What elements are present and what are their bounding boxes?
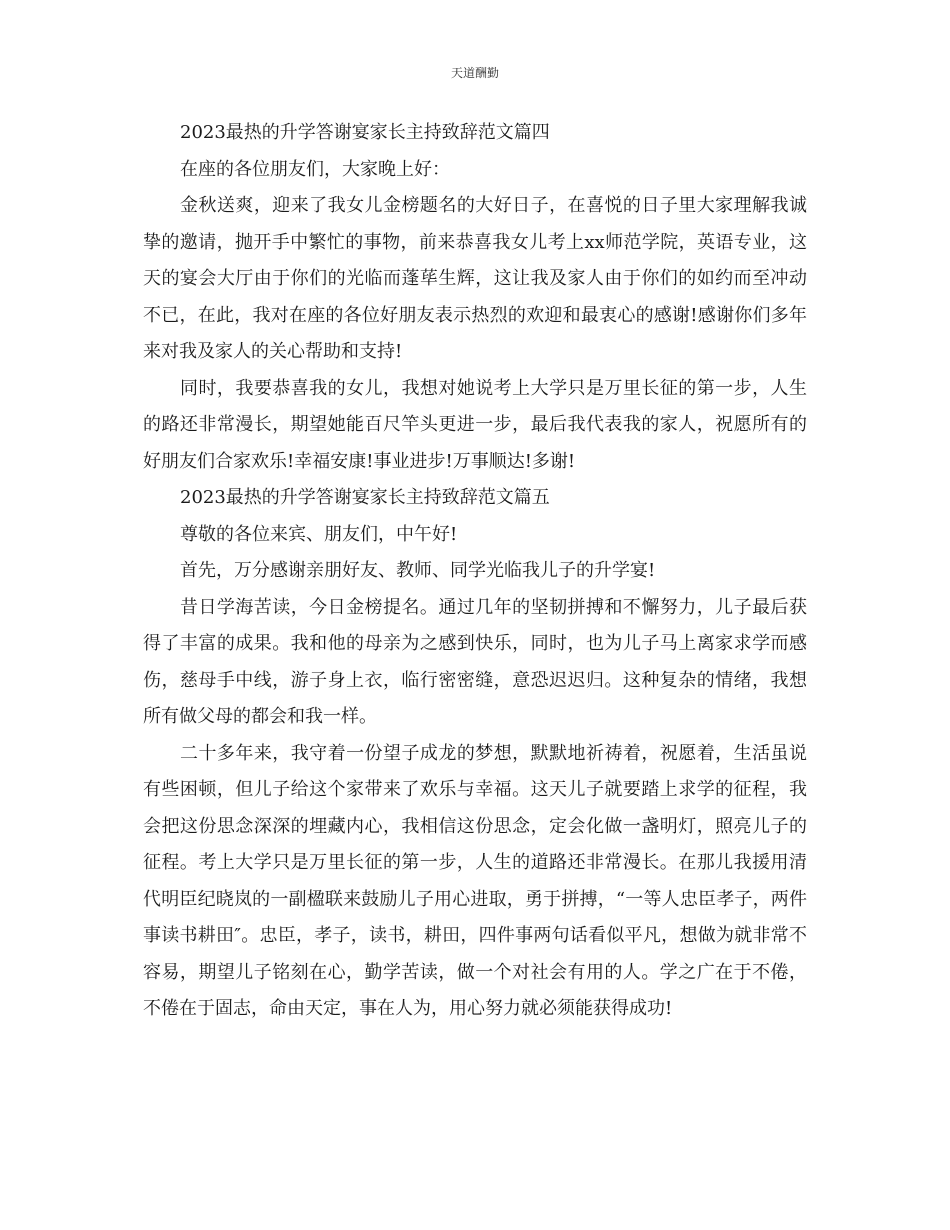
paragraph: 同时，我要恭喜我的女儿，我想对她说考上大学只是万里长征的第一步，人生的路还非常漫长，期望她能百尺竿头更进一步，最后我代表我的家人，祝愿所有的好朋友们合家欢乐!幸福安康!事业进步!万事顺达!多谢! — [143, 377, 807, 472]
paragraph: 尊敬的各位来宾、朋友们，中午好! — [180, 523, 458, 545]
section-title: 2023最热的升学答谢宴家长主持致辞范文篇四 — [180, 122, 550, 143]
page-header: 天道酬勤 — [450, 66, 499, 80]
section-title: 2023最热的升学答谢宴家长主持致辞范文篇五 — [180, 487, 550, 508]
paragraph: 首先，万分感谢亲朋好友、教师、同学光临我儿子的升学宴! — [180, 560, 656, 581]
paragraph: 昔日学海苦读，今日金榜提名。通过几年的坚韧拼搏和不懈努力，儿子最后获得了丰富的成果。我和他的母亲为之感到快乐，同时，也为儿子马上离家求学而感伤，慈母手中线，游子身上衣，临行密密缝，意恐迟迟归。这种复杂的情绪，我想所有做父母的都会和我一样。 — [143, 596, 807, 727]
paragraph: 金秋送爽，迎来了我女儿金榜题名的大好日子，在喜悦的日子里大家理解我诚挚的邀请，抛开手中繁忙的事物，前来恭喜我女儿考上xx师范学院，英语专业，这天的宴会大厅由于你们的光临而蓬荜生辉，这让我及家人由于你们的如约而至冲动不已，在此，我对在座的各位好朋友表示热烈的欢迎和最衷心的感谢!感谢你们多年来对我及家人的关心帮助和支持! — [143, 195, 807, 362]
paragraph: 在座的各位朋友们，大家晚上好： — [180, 158, 450, 180]
document-body — [143, 115, 807, 1028]
paragraph: 二十多年来，我守着一份望子成龙的梦想，默默地祈祷着，祝愿着，生活虽说有些困顿，但儿子给这个家带来了欢乐与幸福。这天儿子就要踏上求学的征程，我会把这份思念深深的埋藏内心，我相信这份思念，定会化做一盏明灯，照亮儿子的征程。考上大学只是万里长征的第一步，人生的道路还非常漫长。在那儿我援用清代明臣纪晓岚的一副楹联来鼓励儿子用心进取，勇于拼搏，“一等人忠臣孝子，两件事读书耕田″。忠臣，孝子，读书，耕田，四件事两句话看似平凡，想做为就非常不容易，期望儿子铭刻在心，勤学苦读，做一个对社会有用的人。学之广在于不倦，不倦在于固志，命由天定，事在人为，用心努力就必须能获得成功! — [143, 742, 807, 1019]
